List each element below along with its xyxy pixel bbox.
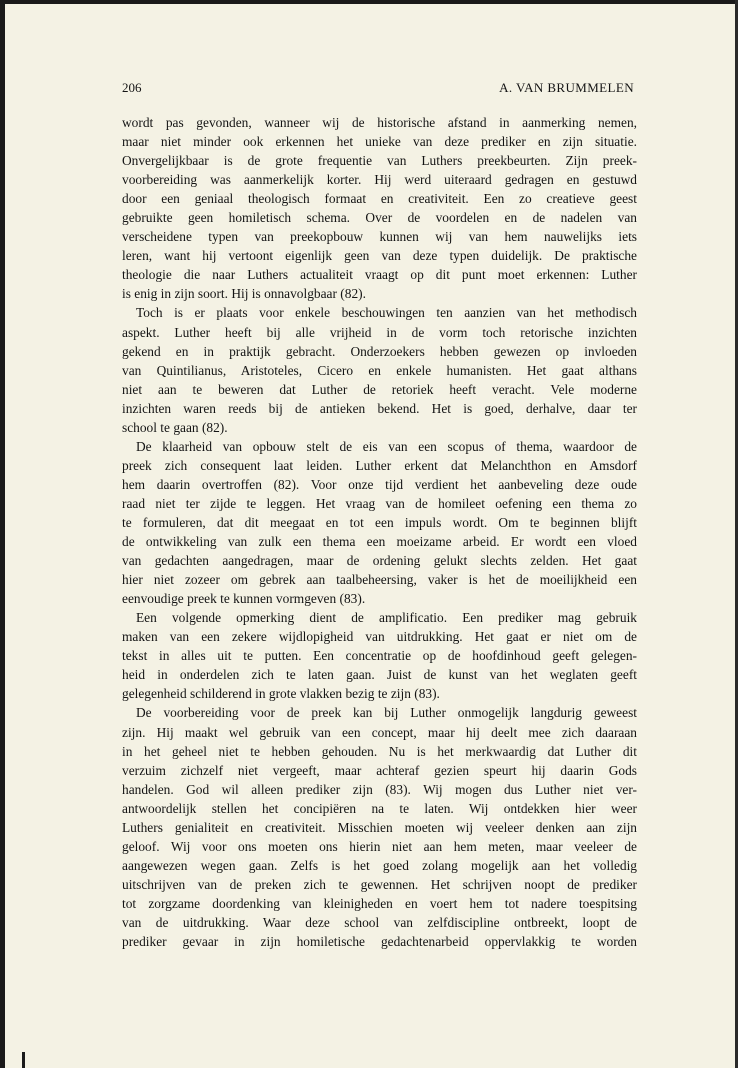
scan-edge-mark — [22, 1052, 25, 1068]
text-line: De voorbereiding voor de preek kan bij Luther onmogelijk langdurig geweest — [136, 705, 637, 721]
text-line: Een volgende opmerking dient de amplificatio. Een prediker mag gebruik — [136, 610, 637, 626]
text-line: Onvergelijkbaar is de grote frequentie van Luthers preekbeurten. Zijn preek- — [122, 153, 637, 169]
text-line: theologie die naar Luthers actualiteit vraagt op dit punt moet erkennen: Luther — [122, 267, 637, 283]
text-line: maar niet minder ook erkennen het unieke van deze prediker en zijn situatie. — [122, 134, 637, 150]
scan-edge-top — [0, 0, 738, 4]
text-line: van de uitdrukking. Waar deze school van zelfdiscipline ontbreekt, loopt de — [122, 914, 637, 930]
text-line: gelegenheid schilderend in grote vlakken bezig te zijn (83). — [122, 686, 440, 702]
text-line: school te gaan (82). — [122, 419, 228, 435]
text-line: verzuim zichzelf niet vergeeft, maar achteraf gezien speurt hij daarin Gods — [122, 762, 637, 778]
text-line: hem daarin overtroffen (82). Voor onze tijd verdient het aanbeveling deze oude — [122, 476, 637, 492]
text-line: gebruikte geen homiletisch schema. Over de voordelen en de nadelen van — [122, 210, 637, 226]
running-head: A. VAN BRUMMELEN — [499, 80, 634, 95]
text-line: aangewezen wegen gaan. Zelfs is het goed zolang mogelijk aan het volledig — [122, 857, 637, 873]
text-line: verscheidene typen van preekopbouw kunnen wij van hem nauwelijks iets — [122, 229, 637, 245]
text-line: leren, want hij vertoont eigenlijk geen van deze typen duidelijk. De praktische — [122, 248, 637, 264]
text-line: tot zorgzame doordenking van kleinigheden en voert hem tot nadere toespitsing — [122, 895, 637, 911]
text-line: is enig in zijn soort. Hij is onnavolgbaar (82). — [122, 286, 366, 302]
text-line: van gedachten aangedragen, maar de ordening gelukt slechts zelden. Het gaat — [122, 553, 637, 569]
text-line: Luthers genialiteit en creativiteit. Misschien moeten wij veeleer denken aan zijn — [122, 819, 637, 835]
text-line: geloof. Wij voor ons moeten ons hierin niet aan hem meten, maar veeleer de — [122, 838, 637, 854]
text-line: heid in onderdelen zich te laten gaan. Juist de kunst van het weglaten geeft — [122, 667, 637, 683]
text-line: raad niet ter zijde te leggen. Het vraag van de homileet oefening een thema zo — [122, 495, 637, 511]
text-line: Toch is er plaats voor enkele beschouwingen ten aanzien van het methodisch — [136, 305, 637, 321]
text-line: te formuleren, dat dit meegaat en tot een impuls wordt. Om te beginnen blijft — [122, 514, 637, 530]
text-line: wordt pas gevonden, wanneer wij de historische afstand in aanmerking nemen, — [122, 115, 637, 130]
text-line: preek zich consequent laat leiden. Luther erkent dat Melanchthon en Amsdorf — [122, 457, 637, 473]
text-line: maken van een zekere wijdlopigheid van uitdrukking. Het gaat er niet om de — [122, 629, 637, 645]
text-line: niet aan te beweren dat Luther de retoriek heeft veracht. Vele moderne — [122, 381, 637, 397]
scan-edge-left — [0, 0, 5, 1068]
text-line: eenvoudige preek te kunnen vormgeven (83). — [122, 591, 366, 607]
text-line: in het geheel niet te hebben gehouden. Nu is het merkwaardig dat Luther dit — [122, 743, 637, 759]
text-line: uitschrijven van de preken zich te gewennen. Het schrijven noopt de prediker — [122, 876, 637, 892]
text-line: zijn. Hij maakt wel gebruik van een concept, maar hij deelt mee zich daaraan — [122, 724, 637, 740]
page-number: 206 — [122, 80, 142, 95]
text-line: door een geniaal theologisch formaat en creativiteit. Een zo creatieve geest — [122, 191, 637, 207]
text-line: handelen. God wil alleen prediker zijn (83). Wij mogen dus Luther niet ver- — [122, 781, 637, 797]
text-line: tekst in alles uit te putten. Een concentratie op de hoofdinhoud geeft gelegen- — [122, 648, 637, 664]
text-line: gekend en in praktijk gebracht. Onderzoekers hebben gewezen op invloeden — [122, 343, 637, 359]
text-line: hier niet zozeer om gebrek aan taalbeheersing, vaker is het de moeilijkheid een — [122, 572, 637, 588]
text-line: inzichten waren reeds bij de antieken bekend. Het is goed, derhalve, daar ter — [122, 400, 637, 416]
text-line: van Quintilianus, Aristoteles, Cicero en enkele humanisten. Het gaat althans — [122, 362, 637, 378]
page-header — [122, 80, 634, 100]
text-line: de ontwikkeling van zulk een thema een moeizame arbeid. Er wordt een vloed — [122, 534, 637, 550]
body-text — [122, 113, 637, 951]
text-line: voorbereiding was aanmerkelijk korter. Hij werd uiteraard gedragen en gestuwd — [122, 172, 637, 188]
text-line: aspekt. Luther heeft bij alle vrijheid in de vorm toch retorische inzichten — [122, 324, 637, 340]
text-line: antwoordelijk stellen het concipiëren na te laten. Wij ontdekken hier weer — [122, 800, 637, 816]
text-line: De klaarheid van opbouw stelt de eis van een scopus of thema, waardoor de — [136, 438, 637, 454]
text-line: prediker gevaar in zijn homiletische gedachtenarbeid oppervlakkig te worden — [122, 934, 637, 950]
